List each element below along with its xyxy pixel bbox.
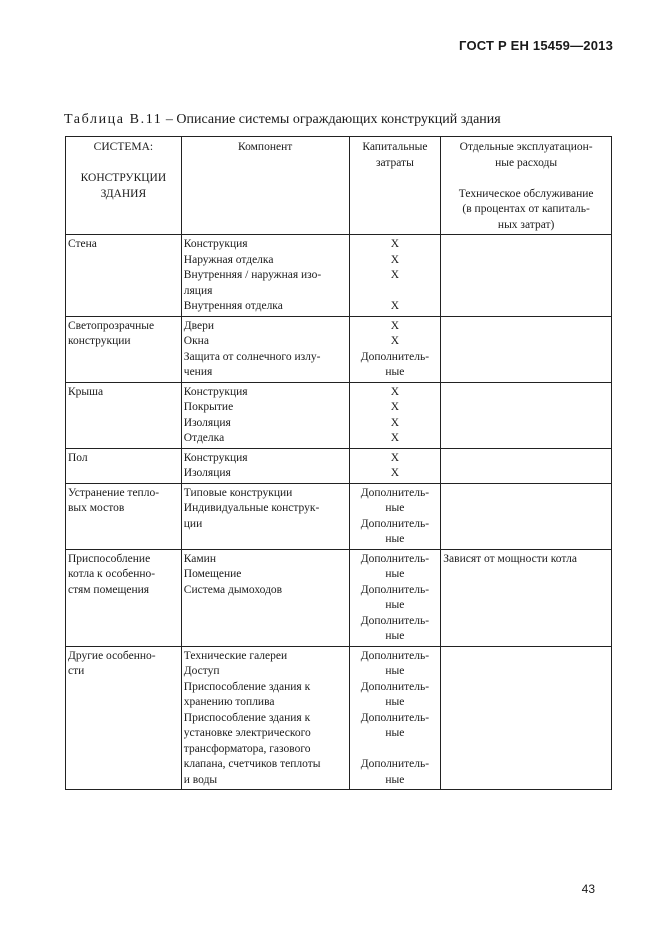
- component-line: Камин: [183, 552, 216, 565]
- capital-cost-line: X: [390, 432, 400, 444]
- component-line: Изоляция: [183, 416, 231, 429]
- capital-cost-line: Дополнитель-: [360, 486, 430, 499]
- system-line: котла к особенно-: [68, 568, 156, 580]
- table-row: [66, 316, 612, 382]
- capital-cost-cell: [349, 646, 441, 790]
- capital-cost-line: ные: [385, 599, 405, 611]
- operating-cost-cell: [441, 235, 612, 317]
- table-row: [66, 448, 612, 483]
- system-cell: [66, 483, 182, 549]
- capital-cost-line: X: [390, 467, 400, 479]
- operating-cost-cell: [441, 382, 612, 448]
- component-line: Конструкция: [183, 238, 248, 250]
- capital-cost-cell: [349, 483, 441, 549]
- blank-line: [68, 156, 179, 172]
- component-line: Доступ: [183, 665, 220, 677]
- column-header-line: ных затрат): [497, 218, 555, 231]
- operating-cost-cell: [441, 646, 612, 790]
- component-line: Конструкция: [183, 451, 248, 464]
- capital-cost-line: X: [390, 451, 400, 464]
- component-line: ции: [183, 517, 203, 530]
- column-header-operating-costs: [441, 137, 612, 235]
- table-row: [66, 382, 612, 448]
- table-caption-label: Таблица В.11: [64, 112, 163, 127]
- capital-cost-line: Дополнитель-: [360, 583, 430, 596]
- component-line: и воды: [183, 773, 218, 786]
- component-line: Конструкция: [183, 385, 248, 398]
- capital-cost-line: Дополнитель-: [360, 614, 430, 627]
- system-cell: [66, 235, 182, 317]
- component-line: Приспособление здания к: [183, 711, 311, 724]
- column-header-line: Капитальные: [362, 141, 428, 153]
- capital-cost-line: Дополнитель-: [360, 758, 430, 770]
- component-line: Двери: [183, 319, 214, 332]
- operating-cost-cell: [441, 549, 612, 646]
- capital-cost-line: ные: [385, 533, 405, 545]
- capital-cost-line: ные: [385, 773, 405, 786]
- capital-cost-line: X: [390, 269, 400, 281]
- operating-cost-line: Зависят от мощности котла: [443, 552, 577, 565]
- capital-cost-cell: [349, 448, 441, 483]
- standard-designation: ГОСТ Р ЕН 15459—2013: [459, 38, 613, 53]
- column-header-line: СИСТЕМА:: [93, 141, 154, 153]
- component-line: Отделка: [183, 432, 225, 444]
- component-cell: [181, 549, 349, 646]
- system-line: Крыша: [68, 385, 104, 398]
- capital-cost-line: Дополнитель-: [360, 680, 430, 693]
- capital-cost-line: ные: [385, 727, 405, 739]
- table-caption: [64, 112, 501, 128]
- component-line: Приспособление здания к: [183, 680, 311, 693]
- component-line: клапана, счетчиков теплоты: [183, 758, 321, 770]
- capital-cost-line: ные: [385, 366, 405, 378]
- system-line: стям помещения: [68, 583, 150, 596]
- page-number: 43: [581, 882, 595, 896]
- capital-cost-line: ные: [385, 630, 405, 642]
- component-line: Внутренняя отделка: [183, 300, 283, 312]
- component-cell: [181, 646, 349, 790]
- capital-cost-cell: [349, 316, 441, 382]
- system-cell: [66, 316, 182, 382]
- table-row: [66, 235, 612, 317]
- capital-cost-cell: [349, 235, 441, 317]
- table-body: [66, 235, 612, 790]
- column-header-line: (в процентах от капиталь-: [462, 203, 590, 215]
- system-line: Устранение тепло-: [68, 486, 160, 499]
- capital-cost-line: Дополнитель-: [360, 350, 430, 363]
- blank-line: [443, 171, 609, 187]
- component-line: Защита от солнечного излу-: [183, 350, 321, 363]
- column-header-line: ные расходы: [495, 156, 558, 169]
- system-cell: [66, 549, 182, 646]
- component-line: Наружная отделка: [183, 253, 274, 266]
- column-header-line: Отдельные эксплуатацион-: [459, 141, 593, 153]
- column-header-line: затраты: [375, 156, 414, 169]
- capital-cost-line: X: [390, 253, 400, 266]
- column-header-line: Техническое обслуживание: [458, 187, 594, 200]
- capital-cost-line: ные: [385, 568, 405, 580]
- system-line: вых мостов: [68, 502, 125, 514]
- column-header-system: [66, 137, 182, 235]
- component-line: Покрытие: [183, 401, 234, 413]
- component-line: чения: [183, 366, 213, 378]
- component-line: Система дымоходов: [183, 583, 283, 596]
- column-header-capital-costs: [349, 137, 441, 235]
- capital-cost-cell: [349, 382, 441, 448]
- component-line: ляция: [183, 284, 213, 297]
- blank-line: [352, 742, 439, 758]
- system-cell: [66, 382, 182, 448]
- system-line: конструкции: [68, 335, 131, 347]
- operating-cost-cell: [441, 448, 612, 483]
- capital-cost-line: X: [390, 335, 400, 347]
- capital-cost-line: X: [390, 401, 400, 413]
- system-line: Приспособление: [68, 552, 151, 565]
- column-header-component: [181, 137, 349, 235]
- component-cell: [181, 382, 349, 448]
- component-line: хранению топлива: [183, 696, 275, 708]
- capital-cost-line: ные: [385, 502, 405, 514]
- capital-cost-line: X: [390, 238, 400, 250]
- component-cell: [181, 235, 349, 317]
- component-line: установке электрического: [183, 727, 311, 739]
- system-line: Светопрозрачные: [68, 319, 155, 332]
- component-line: Изоляция: [183, 467, 231, 479]
- component-line: Типовые конструкции: [183, 486, 293, 499]
- component-cell: [181, 483, 349, 549]
- table-caption-title: – Описание системы ограждающих конструкций здания: [162, 112, 501, 127]
- table-row: [66, 646, 612, 790]
- blank-line: [352, 284, 439, 300]
- table-row: [66, 483, 612, 549]
- system-line: сти: [68, 665, 85, 677]
- operating-cost-cell: [441, 483, 612, 549]
- building-envelope-table: [65, 136, 612, 790]
- component-cell: [181, 448, 349, 483]
- component-line: Технические галереи: [183, 649, 288, 662]
- column-header-line: КОНСТРУКЦИИ: [80, 172, 167, 184]
- capital-cost-line: Дополнитель-: [360, 517, 430, 530]
- capital-cost-line: ные: [385, 696, 405, 708]
- system-cell: [66, 646, 182, 790]
- capital-cost-line: Дополнитель-: [360, 552, 430, 565]
- column-header-line: ЗДАНИЯ: [100, 187, 147, 200]
- component-line: Помещение: [183, 568, 242, 580]
- component-line: Внутренняя / наружная изо-: [183, 269, 322, 281]
- capital-cost-line: Дополнитель-: [360, 649, 430, 662]
- capital-cost-line: X: [390, 416, 400, 429]
- component-line: Окна: [183, 335, 209, 347]
- system-line: Другие особенно-: [68, 649, 156, 662]
- system-cell: [66, 448, 182, 483]
- capital-cost-line: X: [390, 300, 400, 312]
- column-header-line: Компонент: [238, 141, 293, 153]
- system-line: Пол: [68, 451, 88, 464]
- capital-cost-cell: [349, 549, 441, 646]
- table-header-row: [66, 137, 612, 235]
- system-line: Стена: [68, 238, 97, 250]
- table-row: [66, 549, 612, 646]
- component-line: Индивидуальные конструк-: [183, 502, 320, 514]
- capital-cost-line: Дополнитель-: [360, 711, 430, 724]
- capital-cost-line: X: [390, 319, 400, 332]
- component-cell: [181, 316, 349, 382]
- capital-cost-line: X: [390, 385, 400, 398]
- capital-cost-line: ные: [385, 665, 405, 677]
- operating-cost-cell: [441, 316, 612, 382]
- component-line: трансформатора, газового: [183, 742, 311, 755]
